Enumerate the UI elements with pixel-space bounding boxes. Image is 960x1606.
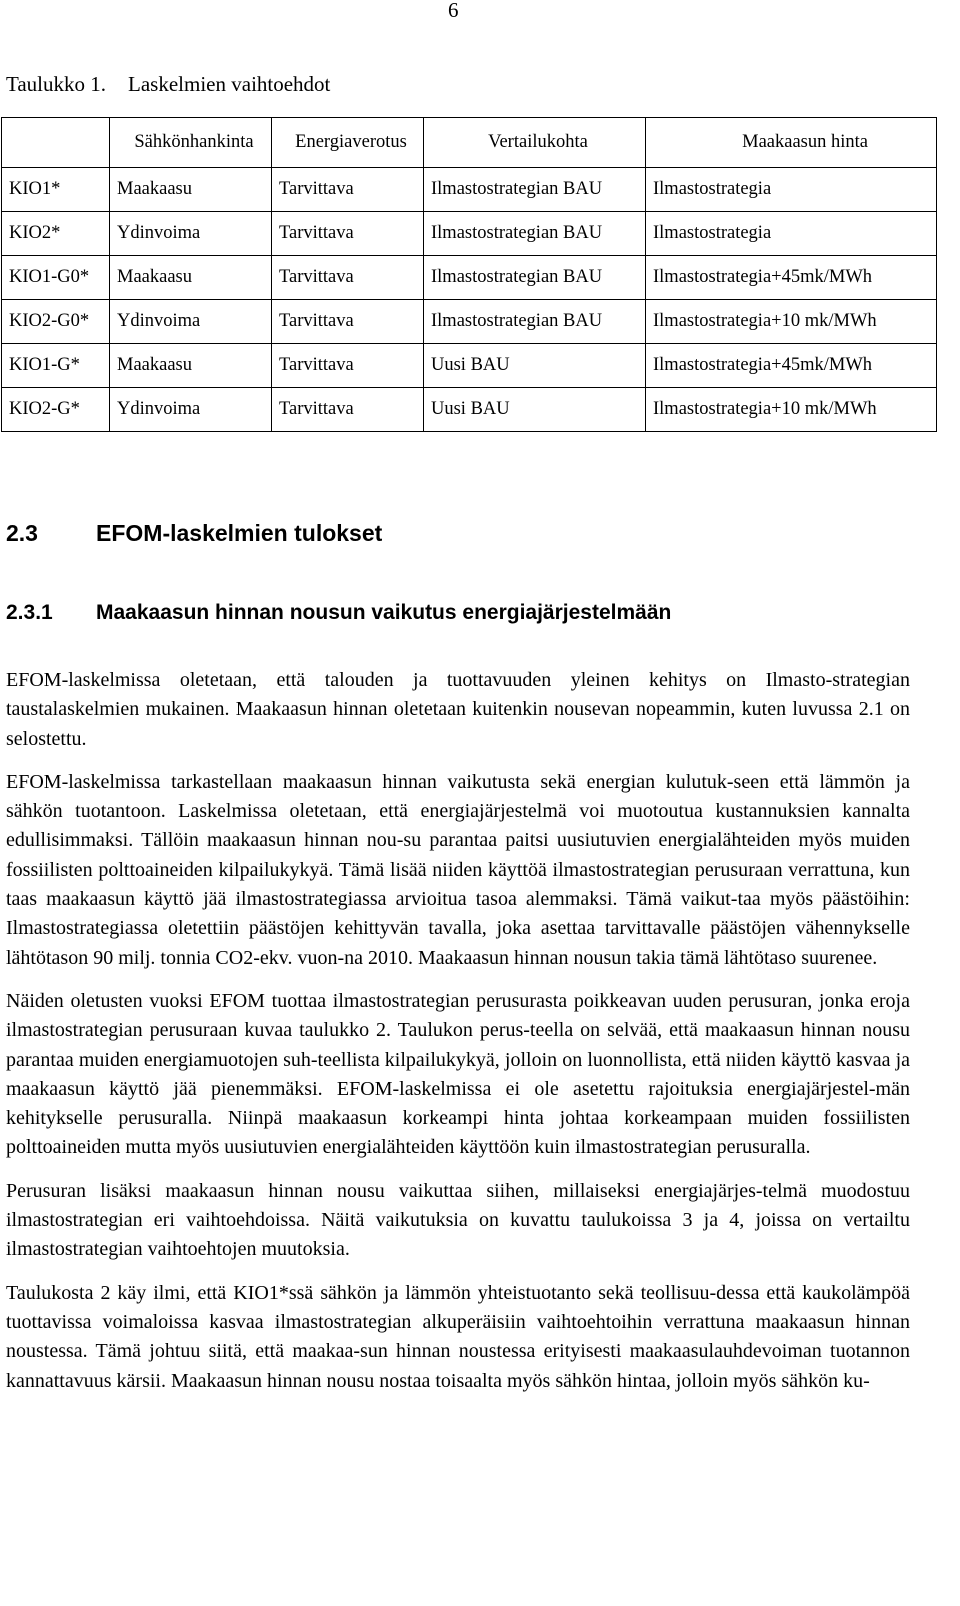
table-caption-title: Laskelmien vaihtoehdot: [128, 72, 331, 96]
table-caption: [6, 72, 330, 97]
body-text: [6, 666, 910, 1410]
table-cell: Ilmastostrategian BAU: [424, 300, 646, 344]
subsection-title: Maakaasun hinnan nousun vaikutus energiajärjestelmään: [96, 601, 672, 624]
paragraph: Näiden oletusten vuoksi EFOM tuottaa ilmastostrategian perusurasta poikkeavan uuden perusuran, jonka eroja ilmastostrategian perusuraan kuvaa taulukko 2. Taulukon perus-teella on selvää, että maakaasun hinnan nousu parantaa muiden energiamuotojen suh-teellista kilpailukykyä, jolloin on luonnollista, että niiden käyttö kasvaa ja maakaasun käyttö jää pienemmäksi. EFOM-laskelmissa ei ole asetettu rajoituksia energiajärjestel-män kehitykselle perusuralla. Niinpä maakaasun korkeampi hinta johtaa korkeampaan muiden fossiilisten polttoaineiden mutta myös uusiutuvien energialähteiden käyttöön kuin ilmastostrategian perusuralla.: [6, 989, 910, 1159]
table-cell: Uusi BAU: [424, 344, 646, 388]
table-cell: Tarvittava: [272, 168, 424, 212]
table-cell: Ilmastostrategia: [646, 212, 937, 256]
table-cell: Ydinvoima: [110, 212, 272, 256]
table-cell: Maakaasu: [110, 168, 272, 212]
table-cell: Tarvittava: [272, 344, 424, 388]
table-cell: Tarvittava: [272, 388, 424, 432]
section-title: EFOM-laskelmien tulokset: [96, 520, 383, 546]
table-cell: Maakaasu: [110, 256, 272, 300]
table-cell: Ydinvoima: [110, 388, 272, 432]
table-row: [2, 300, 937, 344]
table-header-cell: Maakaasun hinta: [646, 118, 937, 168]
page-number: 6: [448, 0, 459, 22]
subsection-heading: [6, 601, 671, 625]
table-header-cell: Energiaverotus: [272, 118, 424, 168]
table-cell: KIO1-G0*: [2, 256, 110, 300]
table-row: [2, 256, 937, 300]
table-header-row: [2, 118, 937, 168]
table-row: [2, 212, 937, 256]
paragraph: EFOM-laskelmissa oletetaan, että talouden ja tuottavuuden yleinen kehitys on Ilmasto-strategian taustalaskelmien mukainen. Maakaasun hinnan oletetaan kuitenkin nousevan nopeammin, kuten luvussa 2.1 on selostettu.: [6, 669, 910, 750]
table-cell: Ilmastostrategian BAU: [424, 256, 646, 300]
table-header-cell: Vertailukohta: [424, 118, 646, 168]
table-cell: Tarvittava: [272, 256, 424, 300]
table-cell: Ilmastostrategian BAU: [424, 212, 646, 256]
table-cell: Tarvittava: [272, 212, 424, 256]
paragraph: Perusuran lisäksi maakaasun hinnan nousu vaikuttaa siihen, millaiseksi energiajärjes-telmä muodostuu ilmastostrategian eri vaihtoehdoissa. Näitä vaikutuksia on kuvattu taulukoissa 3 ja 4, joissa on vertailtu ilmastostrategian vaihtoehtojen muutoksia.: [6, 1179, 910, 1261]
table-cell: KIO2-G0*: [2, 300, 110, 344]
table-cell: Maakaasu: [110, 344, 272, 388]
calculation-alternatives-table: [1, 117, 937, 432]
table-row: [2, 168, 937, 212]
table-header-cell: [2, 118, 110, 168]
paragraph: Taulukosta 2 käy ilmi, että KIO1*ssä sähkön ja lämmön yhteistuotanto sekä teollisuu-dessa että kaukolämpöä tuottavissa voimaloissa kasvaa ilmastostrategian alkuperäisiin vaihtoehtoihin verrattuna maakaasun hinnan noustessa. Tämä johtuu siitä, että maakaa-sun hinnan noustessa erityisesti maakaasulauhdevoiman tuotannon kannattavuus kärsii. Maakaasun hinnan nousu nostaa toisaalta myös sähkön hintaa, jolloin myös sähkön ku-: [6, 1281, 910, 1392]
table-cell: Ydinvoima: [110, 300, 272, 344]
table-cell: Ilmastostrategia+10 mk/MWh: [646, 388, 937, 432]
table-cell: KIO2-G*: [2, 388, 110, 432]
table-cell: Ilmastostrategia+45mk/MWh: [646, 256, 937, 300]
table-row: [2, 388, 937, 432]
section-heading: [6, 520, 382, 547]
table-cell: Ilmastostrategia: [646, 168, 937, 212]
table-cell: KIO2*: [2, 212, 110, 256]
table-row: [2, 344, 937, 388]
table-cell: Ilmastostrategia+45mk/MWh: [646, 344, 937, 388]
table-cell: Ilmastostrategian BAU: [424, 168, 646, 212]
paragraph: EFOM-laskelmissa tarkastellaan maakaasun hinnan vaikutusta sekä energian kulutuk-seen että lämmön ja sähkön tuotantoon. Laskelmissa oletetaan, että energiajärjestelmä voi muotoutua kustannuksien kannalta edullisimmaksi. Tällöin maakaasun hinnan nou-su parantaa paitsi uusiutuvien energialähteiden myös muiden fossiilisten polttoaineiden kilpailukykyä. Tämä lisää niiden käyttöä ilmastostrategian perusuraan verrattuna, kun taas maakaasun käyttö jää ilmastostrategiassa arvioitua tasoa alemmaksi. Tämä vaikut-taa myös päästöihin: Ilmastostrategiassa oletettiin päästöjen kehittyvän tavalla, joka asettaa tarvittavalle päästöjen vähennykselle lähtötason 90 milj. tonnia CO2-ekv. vuon-na 2010. Maakaasun hinnan nousun takia tämä lähtötaso suurenee.: [6, 770, 910, 969]
table-cell: Tarvittava: [272, 300, 424, 344]
table-caption-number: Taulukko 1.: [6, 72, 107, 96]
table-header-cell: Sähkönhankinta: [110, 118, 272, 168]
table-cell: KIO1-G*: [2, 344, 110, 388]
subsection-number: 2.3.1: [6, 601, 53, 624]
section-number: 2.3: [6, 520, 38, 546]
table-cell: KIO1*: [2, 168, 110, 212]
table-cell: Uusi BAU: [424, 388, 646, 432]
table-cell: Ilmastostrategia+10 mk/MWh: [646, 300, 937, 344]
